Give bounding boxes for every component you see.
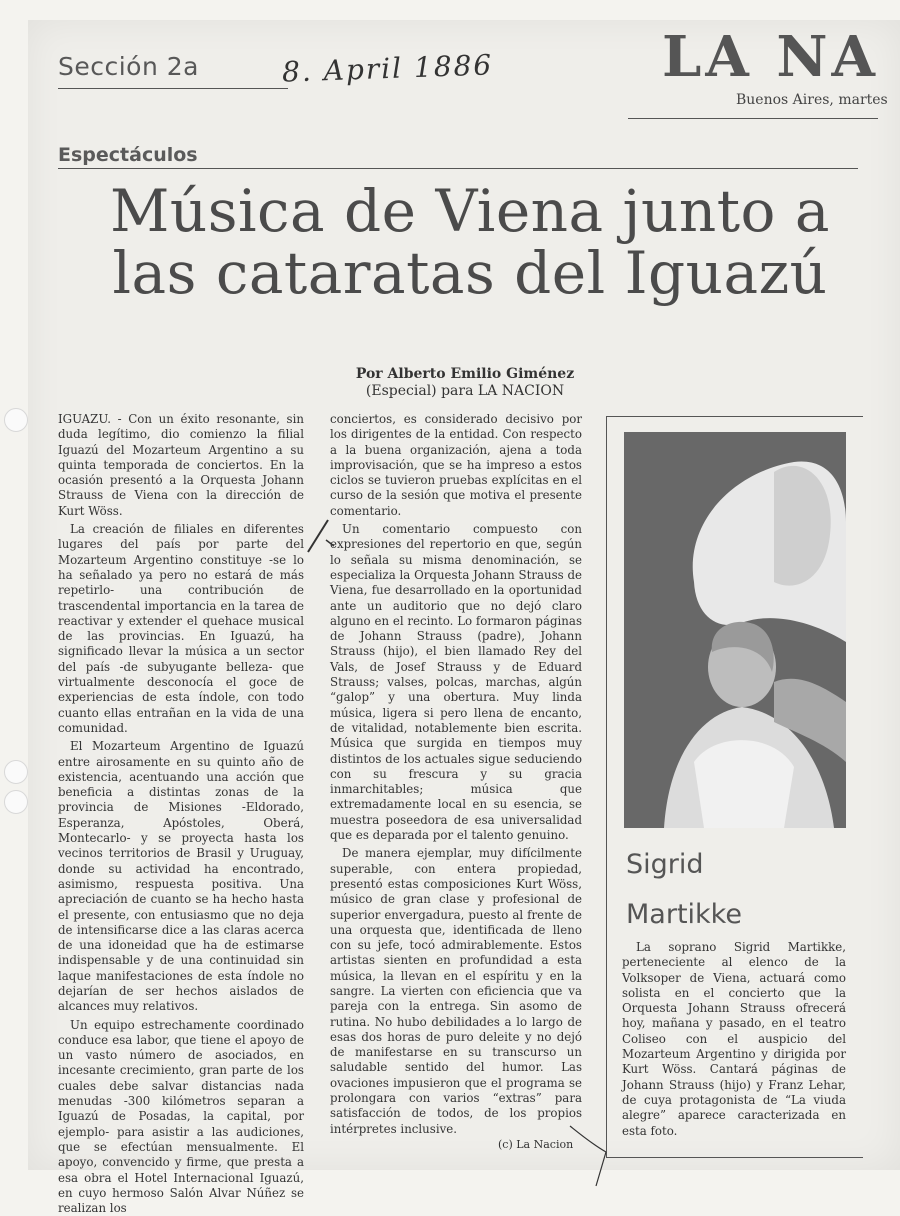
photo-caption-text: La soprano Sigrid Martikke, perteneciente al elenco de la Volksoper de Viena, actuará como solista en el concierto que la Orquesta Johann Strauss ofrecerá hoy, mañana y pasado, en el teatro Coliseo con el auspicio del Mozarteum Argentino y dirigida por Kurt Wöss. Cantará páginas de Johann Strauss (hijo) y Franz Lehar, de cuya protagonista de “La viuda alegre” aparece caracterizada en esta foto. bbox=[622, 940, 846, 1138]
header-rule-left bbox=[58, 88, 288, 89]
punch-hole-middle bbox=[4, 760, 28, 784]
punch-hole-top bbox=[4, 408, 28, 432]
article-headline bbox=[80, 177, 860, 307]
column2-paragraph-3: De manera ejemplar, muy difícilmente superable, con entera propiedad, presentó estas composiciones Kurt Wöss, músico de gran clase y profesional de superior envergadura, puesto al frente de una orquesta que, identificada de lleno con su jefe, tocó admirablemente. Estos artistas sienten en profundidad a esta música, la llevan en el espíritu y en la sangre. La vierten con eficiencia que va pareja con la entrega. Sin asomo de rutina. No hubo debilidades a lo largo de esas dos horas de puro deleite y no dejó de manifestarse en su transcurso un saludable sentido del humor. Las ovaciones impusieron que el programa se prolongara con varios “extras” para satisfacción de todos, de los propios intérpretes inclusive. bbox=[330, 846, 582, 1136]
headline-line-2: las cataratas del Iguazú bbox=[112, 239, 828, 307]
article-byline bbox=[330, 366, 600, 400]
photo-caption-name bbox=[626, 840, 846, 940]
soprano-photo bbox=[624, 432, 846, 828]
byline-author: Por Alberto Emilio Giménez bbox=[355, 366, 575, 382]
soprano-photo-image bbox=[624, 432, 846, 828]
section-kicker: Espectáculos bbox=[58, 144, 198, 166]
header-rule-right bbox=[628, 118, 878, 119]
newspaper-masthead: LA NA bbox=[662, 24, 879, 90]
byline-note: (Especial) para LA NACION bbox=[365, 383, 565, 399]
section-label: Sección 2a bbox=[58, 52, 199, 81]
column1-paragraph-3: El Mozarteum Argentino de Iguazú entre airosamente en su quinto año de existencia, acentuando una acción que beneficia a distintas zonas de la provincia de Misiones -Eldorado, Esperanza, Apóstoles, Oberá, Montecarlo- y se proyecta hasta los vecinos territorios de Brasil y Uruguay, donde su actividad ha encontrado, asimismo, respuesta positiva. Una apreciación de cuanto se ha hecho hasta el presente, con entusiasmo que no deja de intensificarse dice a las claras acerca de una idoneidad que ha de estimarse indispensable y de una continuidad sin laque manifestaciones de esta índole no dejarían de ser hechos aislados de alcances muy relativos. bbox=[58, 739, 304, 1014]
kicker-rule bbox=[58, 168, 858, 169]
column1-paragraph-1: IGUAZU. - Con un éxito resonante, sin duda legítimo, dio comienzo la filial Iguazú del Mozarteum Argentino a su quinta temporada de conciertos. En la ocasión presentó a la Orquesta Johann Strauss de Viena con la dirección de Kurt Wöss. bbox=[58, 412, 304, 518]
pen-mark-slash bbox=[296, 516, 336, 556]
caption-name-first: Sigrid bbox=[626, 849, 704, 880]
article-column-2 bbox=[330, 412, 582, 1157]
column1-paragraph-2: La creación de filiales en diferentes lugares del país por parte del Mozarteum Argentino constituye -se lo ha señalado ya pero no estará de más repetirlo- una contribución de trascendental importancia en la tarea de reactivar y extender el quehace musical de las provincias. En Iguazú, ha significado llevar la música a un sector del país -de subyugante belleza- que virtualmente desconocía el goce de experiencias de esta índole, con todo cuanto ellas entrañan en la vida de una comunidad. bbox=[58, 522, 304, 735]
article-column-1 bbox=[58, 412, 304, 1216]
pen-mark-corner bbox=[560, 1120, 620, 1190]
masthead-dateline: Buenos Aires, martes bbox=[736, 92, 888, 108]
column2-paragraph-2: Un comentario compuesto con expresiones del repertorio en que, según lo señala su misma denominación, se especializa la Orquesta Johann Strauss de Viena, fue desarrollado en la oportunidad ante un auditorio que no dejó claro alguno en el recinto. Lo formaron páginas de Johann Strauss (padre), Johann Strauss (hijo), el bien llamado Rey del Vals, de Josef Strauss y de Eduard Strauss; valses, polcas, marchas, algún “galop” y una obertura. Muy linda música, ligera si pero llena de encanto, de vitalidad, notablemente bien escrita. Música que surgida en tiempos muy distintos de los actuales sigue seduciendo con su frescura y su gracia inmarchitables; música que extremadamente local en su esencia, se muestra poseedora de esa universalidad que es deparada por el talento genuino. bbox=[330, 522, 582, 843]
handwritten-date: 8. April 1886 bbox=[281, 48, 494, 89]
article-credit: (c) La Nacion bbox=[498, 1138, 574, 1151]
column2-paragraph-1: conciertos, es considerado decisivo por los dirigentes de la entidad. Con respecto a la buena organización, ajena a toda improvisación, que se ha impreso a estos ciclos se tuvieron pruebas explícitas en el curso de la sesión que motiva el presente comentario. bbox=[330, 412, 582, 518]
headline-line-1: Música de Viena junto a bbox=[110, 177, 830, 245]
caption-name-last: Martikke bbox=[626, 899, 742, 930]
column1-paragraph-4: Un equipo estrechamente coordinado conduce esa labor, que tiene el apoyo de un vasto número de asociados, en incesante crecimiento, gran parte de los cuales debe salvar distancias nada menudas -300 kilómetros separan a Iguazú de Posadas, la capital, por ejemplo- para asistir a las audiciones, que se efectúan mensualmente. El apoyo, convencido y firme, que presta a esa obra el Hotel Internacional Iguazú, en cuyo hermoso Salón Alvar Núñez se realizan los bbox=[58, 1017, 304, 1216]
punch-hole-bottom bbox=[4, 790, 28, 814]
